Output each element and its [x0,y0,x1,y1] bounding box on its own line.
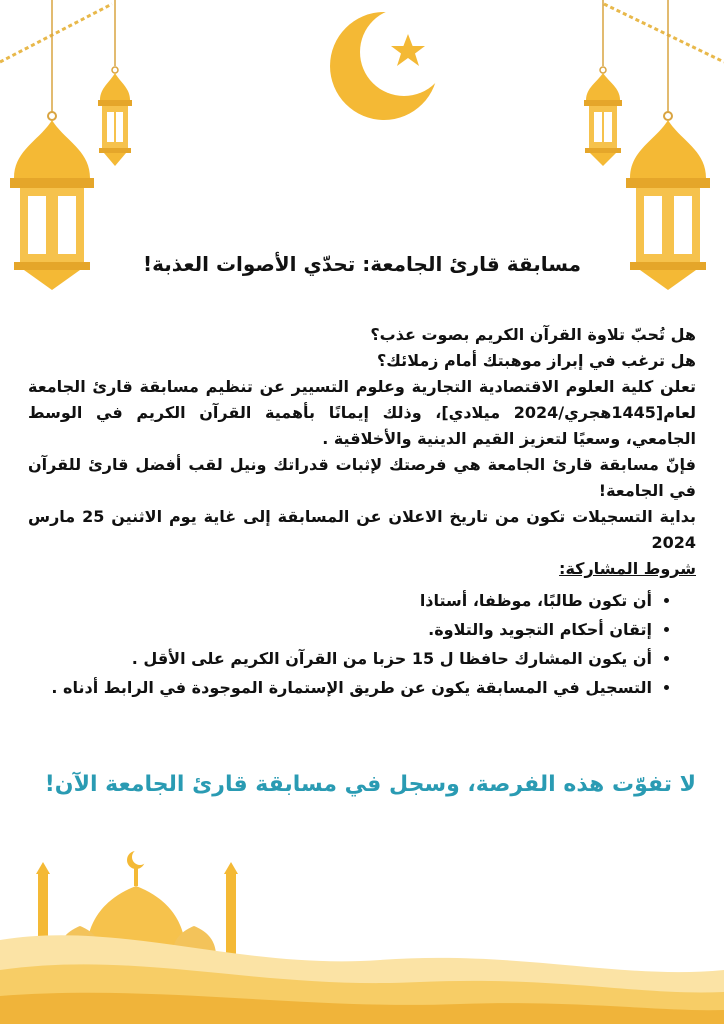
announcement-paragraph: تعلن كلية العلوم الاقتصادية التجارية وعلوم التسيير عن تنظيم مسابقة قارئ الجامعة لعام[1445هجري/2024 ميلادي]، وذلك إيمانًا بأهمية القرآن الكريم في الوسط الجامعي، وسعيًا لتعزيز القيم الدينية والأخلاقية . [28,377,696,448]
sand-dunes-decoration [0,900,724,1024]
list-item: • إتقان أحكام التجويد والتلاوة. [28,615,652,644]
lantern-icon [584,0,622,168]
crescent-star-icon [328,6,448,124]
opportunity-paragraph: فإنّ مسابقة قارئ الجامعة هي فرصتك لإثبات قدراتك ونيل لقب أفضل قارئ للقرآن في الجامعة! [28,455,696,500]
list-item: • أن يكون المشارك حافظا ل 15 حزبا من القرآن الكريم على الأقل . [28,644,652,673]
list-item: • التسجيل في المسابقة يكون عن طريق الإستمارة الموجودة في الرابط أدناه . [28,673,652,702]
conditions-list [28,586,696,702]
lantern-icon [98,0,132,168]
chain-decoration-right [594,0,724,70]
conditions-heading: شروط المشاركة: [559,559,696,578]
page-title: مسابقة قارئ الجامعة: تحدّي الأصوات العذبة! [143,252,581,276]
list-item: • أن تكون طالبًا، موظفا، أستاذا [28,586,652,615]
mosque-silhouette-icon [0,846,300,976]
registration-period: بداية التسجيلات تكون من تاريخ الاعلان عن المسابقة إلى غاية يوم الاثنين 25 مارس 2024 [28,507,697,552]
chain-decoration-left [0,0,130,70]
announcement-body [28,322,696,702]
question-line: هل ترغب في إبراز موهبتك أمام زملائك؟ [377,351,696,370]
question-line: هل تُحبّ تلاوة القرآن الكريم بصوت عذب؟ [370,325,696,344]
lantern-icon [10,0,94,292]
call-to-action: لا تفوّت هذه الفرصة، وسجل في مسابقة قارئ الجامعة الآن! [44,772,696,797]
lantern-icon [626,0,710,292]
